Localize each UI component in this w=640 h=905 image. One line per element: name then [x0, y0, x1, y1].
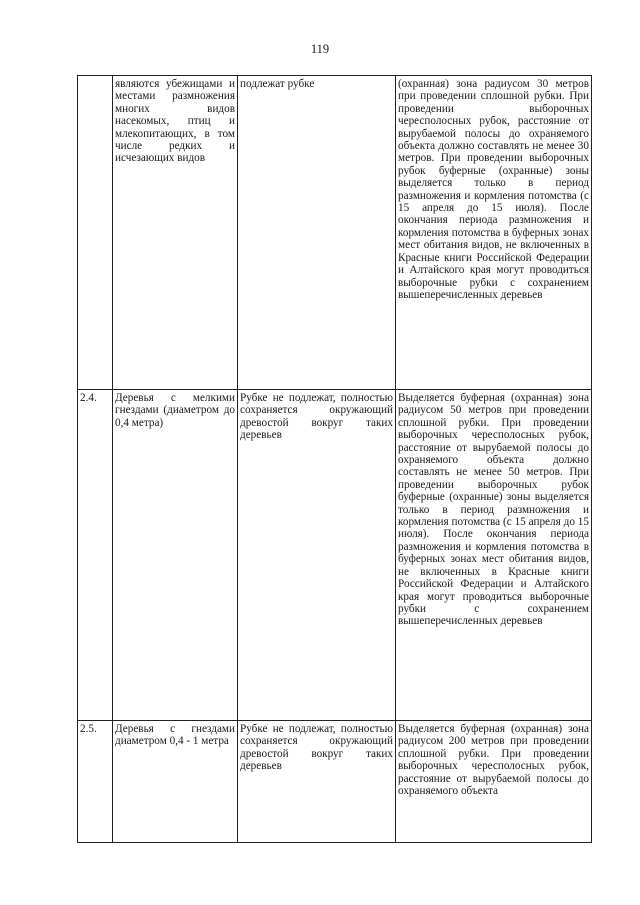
- table-row: [78, 721, 592, 843]
- object-cell: являются убежищами и местами размножения многих видов насекомых, птиц и млекопитающих, в том числе редких и исчезающих видов: [113, 76, 238, 390]
- object-cell: Деревья с мелкими гнездами (диаметром до 0,4 метра): [113, 390, 238, 721]
- row-number-cell: [78, 76, 113, 390]
- object-cell: Деревья с гнездами диаметром 0,4 - 1 метра: [113, 721, 238, 843]
- protection-zones-table: [77, 75, 592, 843]
- measures-cell: Выделяется буферная (охранная) зона радиусом 200 метров при проведении сплошной рубки. При проведении выборочных чересполосных рубок, расстояние от вырубаемой полосы до охраняемого объекта: [396, 721, 592, 843]
- table-row: [78, 390, 592, 721]
- logging-rule-cell: Рубке не подлежат, полностью сохраняется окружающий древостой вокруг таких деревьев: [238, 721, 396, 843]
- measures-cell: Выделяется буферная (охранная) зона радиусом 50 метров при проведении сплошной рубки. При проведении выборочных чересполосных рубок, расстояние от вырубаемой полосы до охраняемого объекта должно составлять не менее 50 метров. При проведении выборочных рубок буферные (охранные) зоны выделяется только в период размножения и кормления потомства (с 15 апреля до 15 июля). После окончания периода размножения и кормления потомства в буферных зонах мест обитания видов, не включенных в Красные книги Российской Федерации и Алтайского края могут проводиться выборочные рубки с сохранением вышеперечисленных деревьев: [396, 390, 592, 721]
- logging-rule-cell: подлежат рубке: [238, 76, 396, 390]
- row-number-cell: 2.4.: [78, 390, 113, 721]
- logging-rule-cell: Рубке не подлежат, полностью сохраняется окружающий древостой вокруг таких деревьев: [238, 390, 396, 721]
- page-number: 119: [310, 42, 330, 56]
- row-number-cell: 2.5.: [78, 721, 113, 843]
- measures-cell: (охранная) зона радиусом 30 метров при проведении сплошной рубки. При проведении выборочных чересполосных рубок, расстояние от вырубаемой полосы до охраняемого объекта должно составлять не менее 30 метров. При проведении выборочных рубок буферные (охранные) зоны выделяется только в период размножения и кормления потомства (с 15 апреля до 15 июля). После окончания периода размножения и кормления потомства в буферных зонах мест обитания видов, не включенных в Красные книги Российской Федерации и Алтайского края могут проводиться выборочные рубки с сохранением вышеперечисленных деревьев: [396, 76, 592, 390]
- table-row: [78, 76, 592, 390]
